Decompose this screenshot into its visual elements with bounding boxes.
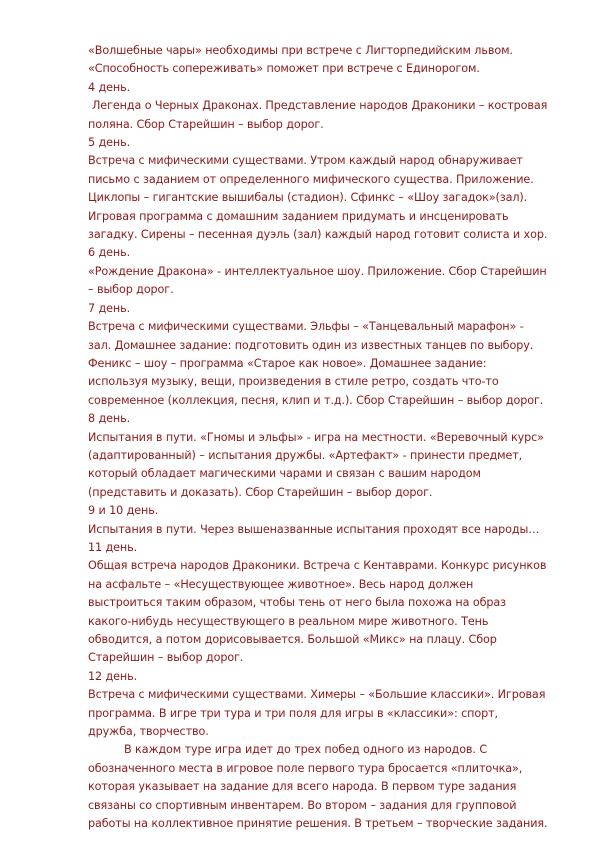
paragraph-empathy: «Способность сопереживать» поможет при встрече с Единорогом. (88, 62, 480, 76)
day-heading-8: 8 день. (88, 412, 131, 426)
paragraph-day-12-rules: В каждом туре игра идет до трех побед одного из народов. С обозначенного места в игровое поле первого тура бросается «плиточка», которая указывает на задание для всего народа. В первом туре задания связаны со спортивным инвентарем. Во втором – задания для групповой работы на коллективное принятие решения. В третьем – творческие задания. (88, 743, 548, 831)
day-heading-9-10: 9 и 10 день. (88, 504, 159, 518)
document-body (88, 42, 549, 833)
paragraph-day-7: Встреча с мифическими существами. Эльфы – «Танцевальный марафон» - зал. Домашнее задание: подготовить один из известных танцев по выбору. Феникс – шоу – программа «Старое как новое». Домашнее задание: используя музыку, вещи, произведения в стиле ретро, создать что-то современное (коллекция, песня, клип и т.д.). Сбор Старейшин – выбор дорог. (88, 320, 544, 407)
paragraph-day-12: Встреча с мифическими существами. Химеры – «Большие классики». Игровая программа. В игре три тура и три поля для игры в «классики»: спорт, дружба, творчество. (88, 688, 546, 739)
day-heading-6: 6 день. (88, 246, 131, 260)
paragraph-day-5: Встреча с мифическими существами. Утром каждый народ обнаруживает письмо с заданием от определенного мифического существа. Приложение. Циклопы – гигантские вышибалы (стадион). Сфинкс – «Шоу загадок»(зал). Игровая программа с домашним заданием придумать и инсценировать загадку. Сирены – песенная дуэль (зал) каждый народ готовит солиста и хор. (88, 154, 548, 242)
day-heading-5: 5 день. (88, 136, 131, 150)
day-heading-12: 12 день. (88, 669, 138, 683)
paragraph-day-6: «Рождение Дракона» - интеллектуальное шоу. Приложение. Сбор Старейшин – выбор дорог. (88, 264, 547, 297)
paragraph-day-9-10: Испытания в пути. Через вышеназванные испытания проходят все народы… (88, 522, 540, 536)
paragraph-day-4: Легенда о Черных Драконах. Представление народов Драконики – костровая поляна. Сбор Старейшин – выбор дорог. (88, 99, 548, 131)
paragraph-day-8: Испытания в пути. «Гномы и эльфы» - игра на местности. «Веревочный курс» (адаптированный) – испытания дружбы. «Артефакт» - принести предмет, который обладает магическими чарами и связан с вашим народом (представить и доказать). Сбор Старейшин – выбор дорог. (88, 430, 544, 499)
day-heading-11: 11 день. (88, 540, 138, 554)
day-heading-7: 7 день. (88, 301, 131, 315)
day-heading-4: 4 день. (88, 80, 131, 94)
paragraph-day-11: Общая встреча народов Драконики. Встреча с Кентаврами. Конкурс рисунков на асфальте – «Несуществующее животное». Весь народ должен выстроиться таким образом, чтобы тень от него была похожа на образ какого-нибудь несуществующего в реальном мире животного. Тень обводится, а потом дорисовывается. Большой «Микс» на плацу. Сбор Старейшин – выбор дорог. (88, 559, 547, 665)
paragraph-magic-charms: «Волшебные чары» необходимы при встрече с Лигторпедийским львом. (88, 44, 513, 57)
